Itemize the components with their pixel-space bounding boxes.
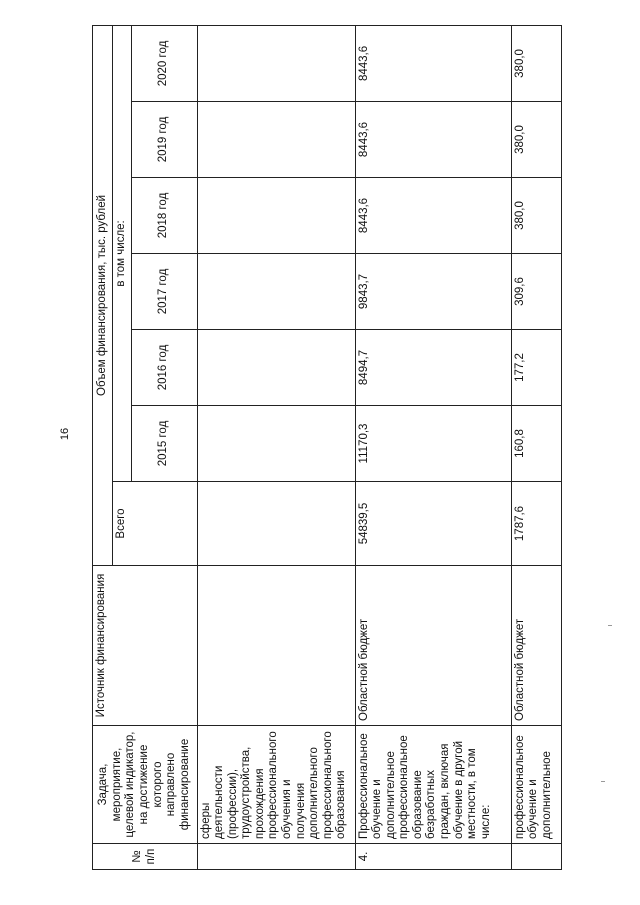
row-value-2018 (197, 178, 355, 254)
row-total: 1787,6 (511, 482, 561, 566)
row-total (197, 482, 355, 566)
row-value-2017 (197, 254, 355, 330)
row-value-2019: 8443,6 (355, 102, 511, 178)
page-number: 16 (59, 427, 71, 441)
header-year-2019: 2019 год (131, 102, 197, 178)
header-year-2016: 2016 год (131, 330, 197, 406)
row-num (197, 844, 355, 870)
row-value-2015: 11170,3 (355, 406, 511, 482)
row-num: 4. (355, 844, 511, 870)
header-volume: Объем финансирования, тыс. рублей (93, 25, 113, 565)
row-value-2017: 309,6 (511, 254, 561, 330)
header-year-2017: 2017 год (131, 254, 197, 330)
table-row (511, 25, 561, 869)
row-value-2016 (197, 330, 355, 406)
row-value-2019: 380,0 (511, 102, 561, 178)
row-value-2018: 380,0 (511, 178, 561, 254)
scan-mark (601, 781, 605, 782)
row-value-2019 (197, 102, 355, 178)
row-value-2015 (197, 406, 355, 482)
financing-table (92, 25, 562, 870)
row-value-2016: 177,2 (511, 330, 561, 406)
header-num: № п/п (93, 844, 198, 870)
header-total: Всего (113, 482, 198, 566)
header-year-2015: 2015 год (131, 406, 197, 482)
table-row (355, 25, 511, 869)
row-value-2015: 160,8 (511, 406, 561, 482)
row-value-2017: 9843,7 (355, 254, 511, 330)
financing-table-rotated (92, 30, 560, 870)
row-source: Областной бюджет (355, 566, 511, 726)
header-year-2018: 2018 год (131, 178, 197, 254)
header-task: Задача, мероприятие, целевой индикатор, на достижение которого направлено финансирование (93, 726, 198, 844)
header-year-2020: 2020 год (131, 25, 197, 101)
row-value-2020: 8443,6 (355, 25, 511, 101)
row-value-2018: 8443,6 (355, 178, 511, 254)
row-total: 54839,5 (355, 482, 511, 566)
header-including: в том числе: (113, 25, 132, 481)
row-value-2020: 380,0 (511, 25, 561, 101)
scan-mark (608, 625, 612, 626)
row-value-2020 (197, 25, 355, 101)
row-task: сферы деятельности (профессии), трудоустройства, прохождения профессионального обучения и получения дополнительного профессионального образования (197, 726, 355, 844)
row-task: Профессиональное обучение и дополнительное профессиональное образование безработных граждан, включая обучение в другой местности, в том числе: (355, 726, 511, 844)
row-value-2016: 8494,7 (355, 330, 511, 406)
row-source: Областной бюджет (511, 566, 561, 726)
row-task: профессиональное обучение и дополнительное (511, 726, 561, 844)
row-num (511, 844, 561, 870)
table-row (197, 25, 355, 869)
row-source (197, 566, 355, 726)
header-source: Источник финансирования (93, 566, 198, 726)
header-row-1 (93, 25, 113, 869)
